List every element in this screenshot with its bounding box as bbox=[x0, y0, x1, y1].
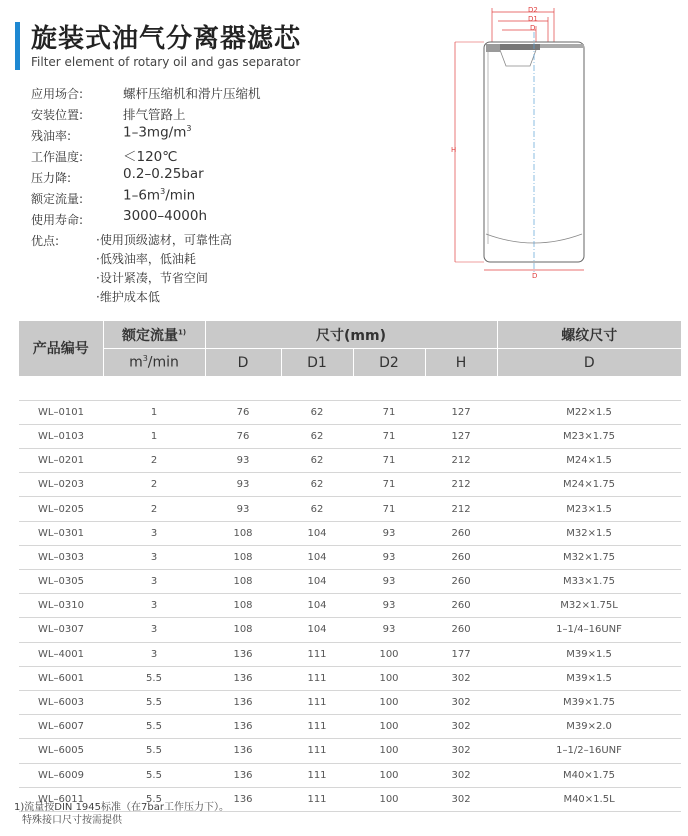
cell-d: 76 bbox=[205, 424, 281, 448]
cell-d2: 71 bbox=[353, 449, 425, 473]
cell-d: 136 bbox=[205, 739, 281, 763]
cell-product-code: WL–0307 bbox=[19, 618, 103, 642]
label-h: H bbox=[451, 146, 457, 154]
spec-label: 安装位置: bbox=[31, 108, 84, 122]
cell-d: 136 bbox=[205, 666, 281, 690]
label-d2: D2 bbox=[528, 6, 538, 14]
footnote: 1)流量按DIN 1945标准（在7bar工作压力下）。 bbox=[14, 802, 229, 813]
spec-label: 压力降: bbox=[31, 171, 72, 185]
cell-rated-flow: 5.5 bbox=[103, 763, 205, 787]
unit-tail: /min bbox=[147, 354, 179, 371]
cell-thread: M39×2.0 bbox=[497, 715, 681, 739]
cell-h: 212 bbox=[425, 497, 497, 521]
table-row bbox=[19, 666, 681, 690]
cell-d: 108 bbox=[205, 521, 281, 545]
cell-product-code: WL–6009 bbox=[19, 763, 103, 787]
header-flow-unit bbox=[103, 349, 205, 377]
header-dim-d1: D1 bbox=[281, 349, 353, 377]
cell-h: 260 bbox=[425, 545, 497, 569]
spec-service-life bbox=[31, 208, 451, 229]
footnote-marker: 1) bbox=[177, 327, 187, 336]
table-row bbox=[19, 763, 681, 787]
cell-product-code: WL–0103 bbox=[19, 424, 103, 448]
page-title: 旋装式油气分离器滤芯 bbox=[31, 24, 302, 54]
cell-d1: 62 bbox=[281, 473, 353, 497]
header-flow-text: 额定流量 bbox=[121, 327, 178, 344]
cell-d2: 93 bbox=[353, 618, 425, 642]
table-row bbox=[19, 473, 681, 497]
advantage-item: ·维护成本低 bbox=[96, 290, 160, 304]
cell-h: 302 bbox=[425, 739, 497, 763]
cell-d2: 100 bbox=[353, 763, 425, 787]
cell-h: 260 bbox=[425, 570, 497, 594]
spec-label: 使用寿命: bbox=[31, 213, 84, 227]
cell-rated-flow: 5.5 bbox=[103, 666, 205, 690]
label-d1: D1 bbox=[528, 15, 538, 23]
cell-d1: 62 bbox=[281, 497, 353, 521]
cell-d1: 62 bbox=[281, 449, 353, 473]
spec-value: ＜120℃ bbox=[123, 149, 178, 165]
cell-product-code: WL–6007 bbox=[19, 715, 103, 739]
product-table-body bbox=[19, 376, 681, 811]
cell-product-code: WL–0201 bbox=[19, 449, 103, 473]
cell-d1: 104 bbox=[281, 570, 353, 594]
cell-rated-flow: 5.5 bbox=[103, 787, 205, 811]
table-row bbox=[19, 449, 681, 473]
header-dim-h: H bbox=[425, 349, 497, 377]
header-product-code: 产品编号 bbox=[19, 321, 103, 376]
cell-rated-flow: 2 bbox=[103, 449, 205, 473]
cell-d: 136 bbox=[205, 715, 281, 739]
cell-thread: M32×1.75L bbox=[497, 594, 681, 618]
cell-h: 260 bbox=[425, 521, 497, 545]
cell-d2: 71 bbox=[353, 497, 425, 521]
cell-d1: 104 bbox=[281, 521, 353, 545]
spec-application bbox=[31, 82, 451, 103]
spec-pressure-drop bbox=[31, 166, 451, 187]
cell-d1: 104 bbox=[281, 618, 353, 642]
cell-d1: 111 bbox=[281, 666, 353, 690]
cell-d1: 111 bbox=[281, 739, 353, 763]
header-thread-d: D bbox=[497, 349, 681, 377]
cell-d1: 104 bbox=[281, 594, 353, 618]
table-row bbox=[19, 690, 681, 714]
cell-d1: 62 bbox=[281, 424, 353, 448]
spec-list bbox=[31, 82, 451, 250]
header-thread-size: 螺纹尺寸 bbox=[497, 321, 681, 349]
spec-label: 优点: bbox=[31, 234, 60, 248]
cell-d1: 111 bbox=[281, 642, 353, 666]
cell-d2: 93 bbox=[353, 570, 425, 594]
cell-rated-flow: 2 bbox=[103, 497, 205, 521]
spec-label: 应用场合: bbox=[31, 87, 84, 101]
spec-value: 排气管路上 bbox=[123, 107, 186, 122]
page-subtitle: Filter element of rotary oil and gas separator bbox=[31, 55, 301, 69]
cell-d1: 111 bbox=[281, 763, 353, 787]
cell-thread: M33×1.75 bbox=[497, 570, 681, 594]
cell-product-code: WL–0310 bbox=[19, 594, 103, 618]
advantage-item: ·使用顶级滤材，可靠性高 bbox=[96, 233, 232, 247]
cell-rated-flow: 1 bbox=[103, 400, 205, 424]
spec-install-position bbox=[31, 103, 451, 124]
cell-thread: M23×1.5 bbox=[497, 497, 681, 521]
cell-thread: M40×1.5L bbox=[497, 787, 681, 811]
cell-h: 260 bbox=[425, 594, 497, 618]
cell-d1: 111 bbox=[281, 715, 353, 739]
cell-d2: 100 bbox=[353, 715, 425, 739]
cell-product-code: WL–0203 bbox=[19, 473, 103, 497]
cell-thread: M32×1.5 bbox=[497, 521, 681, 545]
cell-d2: 71 bbox=[353, 424, 425, 448]
cell-d1: 111 bbox=[281, 787, 353, 811]
cell-thread: M32×1.75 bbox=[497, 545, 681, 569]
cell-thread: M23×1.75 bbox=[497, 424, 681, 448]
cell-d: 136 bbox=[205, 642, 281, 666]
header-dim-d2: D2 bbox=[353, 349, 425, 377]
table-row bbox=[19, 497, 681, 521]
filter-top-right bbox=[540, 44, 584, 48]
spec-value-sup: 3 bbox=[160, 187, 166, 196]
table-row bbox=[19, 642, 681, 666]
cell-d: 93 bbox=[205, 497, 281, 521]
cell-product-code: WL–6005 bbox=[19, 739, 103, 763]
cell-product-code: WL–6011 bbox=[19, 787, 103, 811]
table-spacer bbox=[19, 376, 681, 400]
cell-d2: 100 bbox=[353, 739, 425, 763]
cell-h: 302 bbox=[425, 715, 497, 739]
cell-d: 108 bbox=[205, 618, 281, 642]
header-rated-flow bbox=[103, 321, 205, 349]
cell-d1: 104 bbox=[281, 545, 353, 569]
spec-label: 残油率: bbox=[31, 129, 72, 143]
cell-d: 136 bbox=[205, 787, 281, 811]
cell-product-code: WL–6003 bbox=[19, 690, 103, 714]
cell-d2: 71 bbox=[353, 473, 425, 497]
table-row bbox=[19, 739, 681, 763]
cell-thread: M39×1.5 bbox=[497, 666, 681, 690]
label-d-bottom: D bbox=[532, 272, 538, 280]
cell-thread: 1–1/4–16UNF bbox=[497, 618, 681, 642]
cell-thread: 1–1/2–16UNF bbox=[497, 739, 681, 763]
spec-advantages bbox=[31, 229, 451, 250]
cell-d2: 100 bbox=[353, 642, 425, 666]
cell-thread: M24×1.75 bbox=[497, 473, 681, 497]
cell-h: 127 bbox=[425, 424, 497, 448]
cell-h: 302 bbox=[425, 787, 497, 811]
cell-d: 136 bbox=[205, 690, 281, 714]
cell-thread: M39×1.75 bbox=[497, 690, 681, 714]
spec-working-temperature bbox=[31, 145, 451, 166]
cell-d2: 93 bbox=[353, 594, 425, 618]
cell-d2: 93 bbox=[353, 545, 425, 569]
cell-thread: M39×1.5 bbox=[497, 642, 681, 666]
cell-d: 108 bbox=[205, 570, 281, 594]
cell-h: 177 bbox=[425, 642, 497, 666]
cell-product-code: WL–6001 bbox=[19, 666, 103, 690]
table-row bbox=[19, 618, 681, 642]
header-dimensions: 尺寸(mm) bbox=[205, 321, 497, 349]
spec-label: 额定流量: bbox=[31, 192, 84, 206]
cell-rated-flow: 3 bbox=[103, 642, 205, 666]
spec-value-sup: 3 bbox=[186, 124, 192, 133]
cell-d2: 93 bbox=[353, 521, 425, 545]
spec-value-text: 1–3mg/m bbox=[123, 124, 187, 141]
unit-sup: 3 bbox=[142, 354, 148, 364]
cell-d2: 100 bbox=[353, 787, 425, 811]
spec-value bbox=[123, 187, 195, 204]
header-dim-d: D bbox=[205, 349, 281, 377]
cell-rated-flow: 5.5 bbox=[103, 715, 205, 739]
cell-d2: 71 bbox=[353, 400, 425, 424]
cell-h: 212 bbox=[425, 449, 497, 473]
table-row bbox=[19, 715, 681, 739]
cell-product-code: WL–0205 bbox=[19, 497, 103, 521]
spec-value bbox=[123, 124, 191, 141]
cell-d1: 111 bbox=[281, 690, 353, 714]
cell-d: 93 bbox=[205, 473, 281, 497]
cell-rated-flow: 2 bbox=[103, 473, 205, 497]
cell-thread: M24×1.5 bbox=[497, 449, 681, 473]
cell-d1: 62 bbox=[281, 400, 353, 424]
advantages-list bbox=[96, 231, 232, 307]
cell-rated-flow: 3 bbox=[103, 545, 205, 569]
cell-d: 93 bbox=[205, 449, 281, 473]
spec-rated-flow bbox=[31, 187, 451, 208]
filter-element-drawing bbox=[450, 4, 600, 280]
table-row bbox=[19, 594, 681, 618]
footnote: 特殊接口尺寸按需提供 bbox=[22, 815, 122, 826]
spec-value: 0.2–0.25bar bbox=[123, 166, 204, 182]
table-row bbox=[19, 570, 681, 594]
filter-top-left bbox=[486, 44, 500, 52]
cell-product-code: WL–0303 bbox=[19, 545, 103, 569]
advantage-item: ·设计紧凑，节省空间 bbox=[96, 271, 208, 285]
cell-h: 302 bbox=[425, 690, 497, 714]
cell-d: 108 bbox=[205, 545, 281, 569]
cell-h: 302 bbox=[425, 763, 497, 787]
cell-h: 260 bbox=[425, 618, 497, 642]
cell-rated-flow: 1 bbox=[103, 424, 205, 448]
cell-d: 76 bbox=[205, 400, 281, 424]
unit-base: m bbox=[129, 354, 143, 371]
footnotes bbox=[14, 801, 229, 827]
filter-body bbox=[484, 42, 584, 262]
spec-value-text: 1–6m bbox=[123, 187, 161, 204]
cell-thread: M40×1.75 bbox=[497, 763, 681, 787]
cell-d: 108 bbox=[205, 594, 281, 618]
spec-label: 工作温度: bbox=[31, 150, 84, 164]
cell-d2: 100 bbox=[353, 690, 425, 714]
cell-h: 302 bbox=[425, 666, 497, 690]
table-row bbox=[19, 521, 681, 545]
cell-rated-flow: 5.5 bbox=[103, 739, 205, 763]
spec-value-suffix: /min bbox=[165, 187, 196, 204]
cell-d2: 100 bbox=[353, 666, 425, 690]
cell-d: 136 bbox=[205, 763, 281, 787]
product-table bbox=[19, 321, 681, 812]
spec-value: 螺杆压缩机和滑片压缩机 bbox=[123, 86, 261, 101]
cell-rated-flow: 3 bbox=[103, 521, 205, 545]
cell-rated-flow: 5.5 bbox=[103, 690, 205, 714]
title-accent-bar bbox=[15, 22, 20, 70]
table-row bbox=[19, 545, 681, 569]
table-row bbox=[19, 424, 681, 448]
advantage-item: ·低残油率，低油耗 bbox=[96, 252, 196, 266]
cell-h: 212 bbox=[425, 473, 497, 497]
cell-product-code: WL–0101 bbox=[19, 400, 103, 424]
cell-product-code: WL–4001 bbox=[19, 642, 103, 666]
spec-residual-oil bbox=[31, 124, 451, 145]
cell-rated-flow: 3 bbox=[103, 618, 205, 642]
cell-h: 127 bbox=[425, 400, 497, 424]
spec-value: 3000–4000h bbox=[123, 208, 208, 224]
cell-rated-flow: 3 bbox=[103, 570, 205, 594]
cell-thread: M22×1.5 bbox=[497, 400, 681, 424]
label-d: D bbox=[530, 24, 536, 32]
table-row bbox=[19, 400, 681, 424]
cell-product-code: WL–0305 bbox=[19, 570, 103, 594]
cell-product-code: WL–0301 bbox=[19, 521, 103, 545]
cell-rated-flow: 3 bbox=[103, 594, 205, 618]
